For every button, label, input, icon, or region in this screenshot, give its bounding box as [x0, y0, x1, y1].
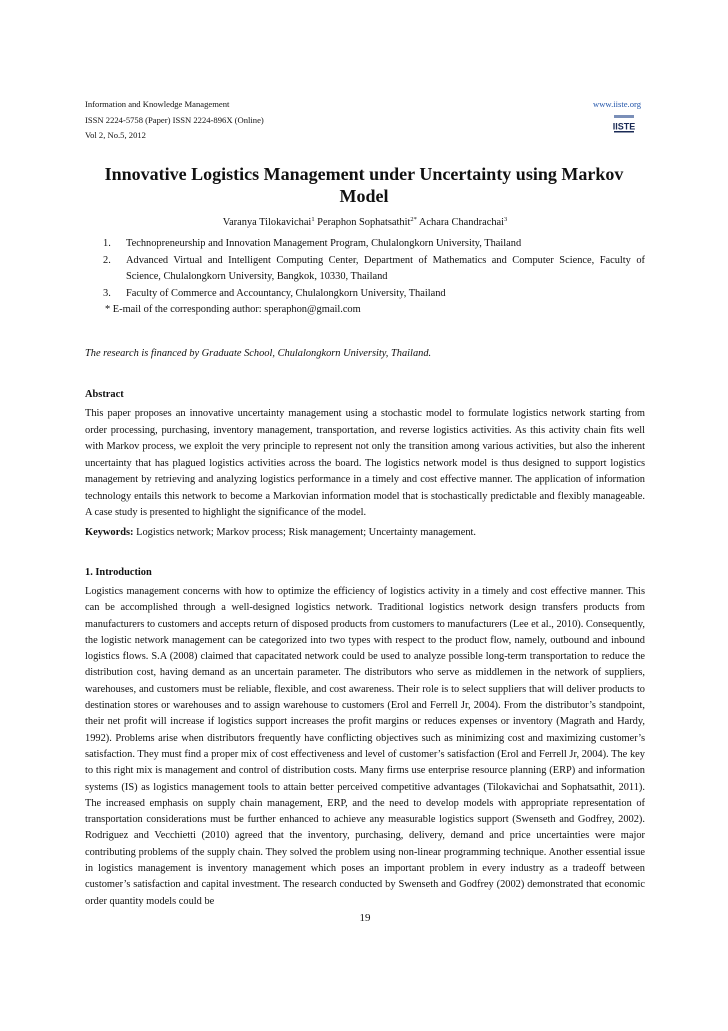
affiliation-text: Advanced Virtual and Intelligent Computing Center, Department of Mathematics and Computer Science, Faculty of Science, Chulalongkorn University, Bangkok, 10330, Thailand [126, 254, 645, 283]
journal-header [85, 97, 645, 144]
keywords-text: Logistics network; Markov process; Risk management; Uncertainty management. [136, 527, 477, 538]
affiliation-list [85, 236, 645, 319]
section-heading-introduction: 1. Introduction [85, 567, 152, 578]
affiliation-item [85, 253, 645, 286]
author-affiliation-mark: 2* [410, 216, 417, 223]
affiliation-number: 1. [103, 238, 111, 249]
affiliation-item [85, 236, 645, 253]
author-line [85, 216, 645, 228]
paper-title: Innovative Logistics Management under Uncertainty using Markov Model [104, 164, 624, 206]
author-affiliation-mark: 1 [311, 216, 315, 223]
svg-text:IISTE: IISTE [612, 121, 636, 132]
corresponding-email: * E-mail of the corresponding author: speraphon@gmail.com [105, 304, 361, 316]
affiliation-text: Faculty of Commerce and Accountancy, Chulalongkorn University, Thailand [126, 287, 446, 299]
author-name: Achara Chandrachai [418, 217, 505, 228]
author-affiliation-mark: 3 [504, 216, 508, 223]
page-number: 19 [359, 912, 371, 924]
introduction-body: Logistics management concerns with how to optimize the efficiency of logistics activity in a timely and cost effective manner. This can be accomplished through a well-designed logistics network. Traditional logistics network design transfers products from manufacturers to customers and accepts return of disposed products from customers to manufacturers (Lee et al., 2010). Consequently, the logistic network management can be categorized into two types with respect to the product flow, namely, outbound and inbound logistics flows. S.A (2008) claimed that capacitated network could be used to analyze possible long-term transportation to reduce the distribution cost, having demand as an uncertain parameter. The distributors who serve as middlemen in the network of suppliers, warehouses, and customers must be reliable, flexible, and cost awareness. Their role is to select suppliers that will deliver products to destination stores or warehouses and to assign warehouse to customers (Erol and Ferrell Jr, 2004). From the distributor’s standpoint, their net profit will increase if logistics support increases the profit margins or reduces expenses or inventory (Magrath and Hardy, 1992). Problems arise when distributors frequently have conflicting objectives such as minimizing cost and maximizing customer’s satisfaction. They must find a proper mix of cost effectiveness and level of customer’s satisfaction (Erol and Ferrell Jr, 2004). The key to this right mix is management and control of distribution costs. Many firms use enterprise resource planning (ERP) and information systems (IS) as logistics management tools to attain better perceived competitive advantages (Tilokavichai and Sophatsathit, 2011). The increased emphasis on supply chain management, ERP, and the need to develop models with appropriate representation of transportation considerations must be further enhanced to achieve any measurable logistics support (Swenseth and Godfrey, 2002). Rodriguez and Vecchietti (2010) agreed that the inventory, purchasing, delivery, demand and price uncertainties were major contributing problems of the supply chain. They solved the problem using non-linear programming technique. Another essential issue in logistics management is inventory management which poses an important problem in every industry as a tradeoff between customer’s satisfaction and capital investment. The research conducted by Swenseth and Godfrey (2002) demonstrated that economic order quantity models could be [85, 586, 645, 907]
issn-line: ISSN 2224-5758 (Paper) ISSN 2224-896X (Online) [85, 114, 264, 125]
volume-line: Vol 2, No.5, 2012 [85, 130, 146, 140]
iiste-logo [611, 114, 637, 134]
author-name: Peraphon Sophatsathit [317, 217, 411, 228]
journal-url-link[interactable]: www.iiste.org [593, 99, 641, 109]
journal-name: Information and Knowledge Management [85, 99, 230, 109]
abstract-heading: Abstract [85, 389, 124, 400]
affiliation-item [85, 286, 645, 303]
funding-note: The research is financed by Graduate School, Chulalongkorn University, Thailand. [85, 348, 432, 359]
affiliation-number: 2. [103, 254, 111, 266]
keywords-label: Keywords: [85, 527, 134, 538]
abstract-body: This paper proposes an innovative uncertainty management using a stochastic model to formulate logistics network starting from order processing, purchasing, inventory management, transportation, and reverse logistics activities. As this activity chain fits well with Markov process, we exploit the very principle to represent not only the transition among various activities, but also the inherent uncertainty that has plagued logistics activities across the board. The logistics network model is thus designed to support logistics management by retrieving and analyzing logistics performance in a timely and cost effective manner. The application of information technology entails this network to become a Markovian information model that is stochastically predictable and flexibly manageable. A case study is presented to highlight the significance of the model. [85, 408, 645, 518]
affiliation-number: 3. [103, 287, 111, 299]
keywords-line [85, 527, 645, 538]
affiliation-text: Technopreneurship and Innovation Management Program, Chulalongkorn University, Thailand [126, 238, 522, 249]
author-name: Varanya Tilokavichai [222, 217, 312, 228]
